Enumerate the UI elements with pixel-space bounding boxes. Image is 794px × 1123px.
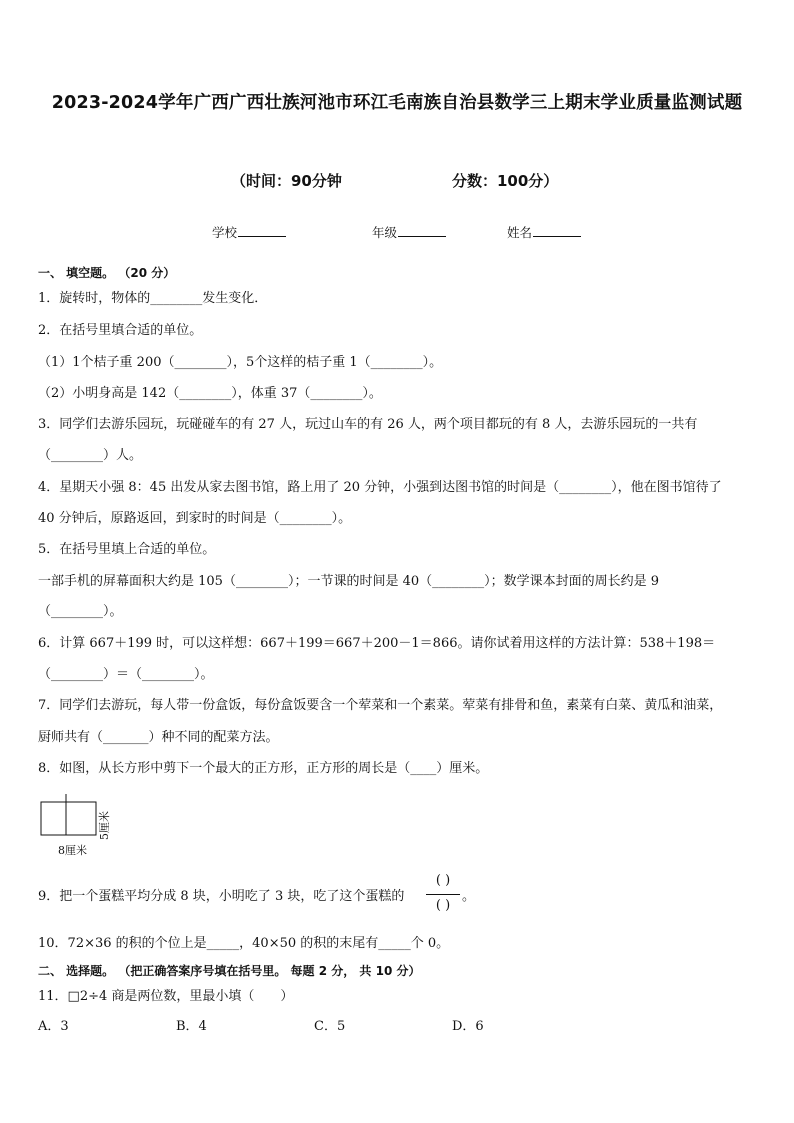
question-9-end: 。 [462,889,476,904]
question-3-line-1: 3．同学们去游乐园玩，玩碰碰车的有 27 人，玩过山车的有 26 人，两个项目都玩的有 8 人，去游乐园玩的一共有 [38,417,698,432]
score-label: 分数：100分） [452,172,559,190]
height-label: 5厘米 [98,811,111,840]
rectangle-figure [38,792,138,862]
fraction-answer [425,873,461,917]
option-b[interactable]: B．4 [176,1019,207,1034]
option-d[interactable]: D．6 [452,1019,484,1034]
grade-blank[interactable] [398,224,446,237]
question-7-line-2: 厨师共有（_______）种不同的配菜方法。 [38,730,279,745]
fraction-bar [426,894,460,895]
question-5: 5．在括号里填上合适的单位。 [38,542,216,557]
question-10: 10．72×36 的积的个位上是_____，40×50 的积的末尾有_____个 0。 [38,936,450,951]
grade-label: 年级 [372,225,398,240]
question-4-line-2: 40 分钟后，原路返回，到家时的时间是（________）。 [38,511,352,526]
exam-title: 2023-2024学年广西广西壮族河池市环江毛南族自治县数学三上期末学业质量监测试题 [51,93,743,113]
school-label: 学校 [212,225,238,240]
question-6-line-2: （________）＝（________）。 [38,667,214,682]
grade-field [372,223,446,241]
name-blank[interactable] [533,224,581,237]
student-info [0,223,794,243]
section-fill-in-heading: 一、 填空题。 （20 分） [38,266,176,280]
option-a[interactable]: A．3 [38,1019,69,1034]
question-2-1: （1）1个桔子重 200（________），5个这样的桔子重 1（________）。 [38,355,443,370]
option-c[interactable]: C．5 [314,1019,346,1034]
question-7-line-1: 7．同学们去游玩，每人带一份盒饭，每份盒饭要含一个荤菜和一个素菜。荤菜有排骨和鱼，素菜有白菜、黄瓜和油菜， [38,698,723,713]
question-4-line-1: 4．星期天小强 8：45 出发从家去图书馆，路上用了 20 分钟，小强到达图书馆的时间是（________），他在图书馆待了 [38,480,722,495]
question-6-line-1: 6．计算 667＋199 时，可以这样想：667＋199＝667＋200－1＝866。请你试着用这样的方法计算：538＋198＝ [38,636,716,651]
question-5-line-1: 一部手机的屏幕面积大约是 105（________）；一节课的时间是 40（________）；数学课本封面的周长约是 9 [38,574,660,589]
question-9: 9．把一个蛋糕平均分成 8 块，小明吃了 3 块，吃了这个蛋糕的 [38,889,405,904]
school-blank[interactable] [238,224,286,237]
time-label: （时间：90分钟 [231,172,342,190]
question-3-line-2: （________）人。 [38,448,143,463]
exam-meta [0,170,794,194]
width-label: 8厘米 [58,844,87,857]
rectangle-outline [41,802,96,835]
fraction-numerator[interactable]: ( ) [435,873,451,888]
question-1: 1．旋转时，物体的________发生变化． [38,291,268,306]
question-2-2: （2）小明身高是 142（________），体重 37（________）。 [38,386,382,401]
section-choice-heading: 二、 选择题。 （把正确答案序号填在括号里。 每题 2 分， 共 10 分） [38,964,421,978]
question-8: 8．如图，从长方形中剪下一个最大的正方形，正方形的周长是（____）厘米。 [38,761,489,776]
question-2: 2．在括号里填合适的单位。 [38,323,203,338]
question-5-line-2: （________）。 [38,604,123,619]
fraction-denominator[interactable]: ( ) [435,898,451,913]
name-field [507,223,581,241]
question-11: 11．□2÷4 商是两位数，里最小填（ ） [38,989,294,1004]
school-field [212,223,286,241]
name-label: 姓名 [507,225,533,240]
